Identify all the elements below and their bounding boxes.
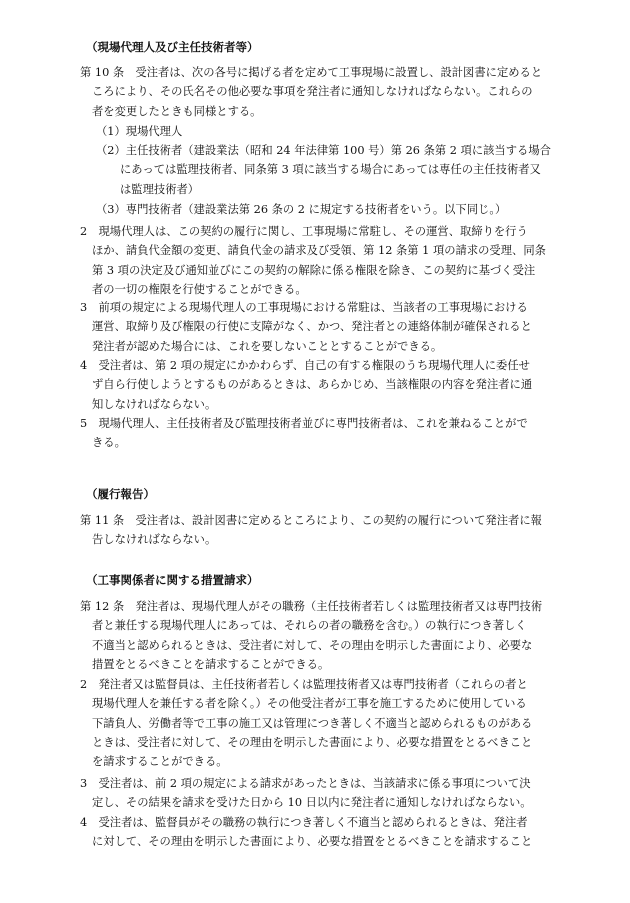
text-line: 知しなければならない。 (92, 397, 217, 411)
text-line: にあっては監理技術者、同条第 3 項に該当する場合にあっては専任の主任技術者又 (120, 163, 541, 177)
text-line: 下請負人、労働者等で工事の施工又は管理につき著しく不適当と認められるものがある (92, 716, 533, 730)
text-line: 者と兼任する現場代理人にあっては、それらの者の職務を含む。）の執行につき著しく (92, 619, 527, 633)
text-line: （2）主任技術者（建設業法（昭和 24 年法律第 100 号）第 26 条第 2 項に該当する場合 (96, 144, 551, 157)
article-12-paragraph (80, 597, 560, 674)
text-line: 4 受注者は、第 2 項の規定にかかわらず、自己の有する権限のうち現場代理人に委任せ (80, 359, 530, 372)
text-line: ときは、受注者に対して、その理由を明示した書面により、必要な措置をとるべきこと (92, 735, 533, 749)
article-10-paragraph (80, 63, 560, 121)
text-line: 4 受注者は、監督員がその職務の執行につき著しく不適当と認められるときは、発注者 (80, 816, 528, 829)
text-line: 2 現場代理人は、この契約の履行に関し、工事現場に常駐し、その運営、取締りを行う (80, 225, 528, 238)
text-line: 者の一切の権限を行使することができる。 (92, 282, 307, 296)
text-line: に対して、その理由を明示した書面により、必要な措置をとるべきことを請求すること (92, 835, 533, 849)
paragraph-5 (80, 414, 560, 453)
text-line: 現場代理人を兼任する者を除く。）その他受注者が工事を施工するために使用している (92, 697, 527, 711)
paragraph-3 (80, 298, 560, 356)
text-line: （1）現場代理人 (96, 125, 183, 138)
text-line: ころにより、その氏名その他必要な事項を発注者に通知しなければならない。これらの (92, 85, 533, 99)
text-line: を請求することができる。 (92, 755, 228, 769)
paragraph-12-3 (80, 774, 560, 813)
text-line: ほか、請負代金額の変更、請負代金の請求及び受領、第 12 条第 1 項の請求の受理、同条 (92, 244, 546, 258)
text-line: 者を変更したときも同様とする。 (92, 104, 262, 118)
text-line: 第 10 条 受注者は、次の各号に掲げる者を定めて工事現場に設置し、設計図書に定めると (80, 66, 543, 79)
item-1 (80, 122, 560, 141)
text-line: 第 3 項の決定及び通知並びにこの契約の解除に係る権限を除き、この契約に基づく受注 (92, 263, 536, 277)
item-2 (80, 141, 560, 199)
paragraph-2 (80, 222, 560, 299)
text-line: 3 前項の規定による現場代理人の工事現場における常駐は、当該者の工事現場における (80, 301, 528, 314)
text-line: 3 受注者は、前 2 項の規定による請求があったときは、当該請求に係る事項について決 (80, 777, 531, 790)
section-heading: （履行報告） (86, 487, 155, 501)
text-line: 告しなければならない。 (92, 533, 217, 547)
paragraph-12-2 (80, 675, 560, 771)
text-line: 第 11 条 受注者は、設計図書に定めるところにより、この契約の履行について発注者に報 (80, 514, 542, 527)
text-line: 措置をとるべきことを請求することができる。 (92, 657, 330, 671)
text-line: 5 現場代理人、主任技術者及び監理技術者並びに専門技術者は、これを兼ねることがで (80, 417, 528, 430)
text-line: 不適当と認められるときは、受注者に対して、その理由を明示した書面により、必要な (92, 638, 533, 652)
text-line: 第 12 条 発注者は、現場代理人がその職務（主任技術者若しくは監理技術者又は専門技術 (80, 600, 543, 613)
text-line: は監理技術者） (120, 182, 200, 196)
text-line: ず自ら行使しようとするものがあるときは、あらかじめ、当該権限の内容を発注者に通 (92, 378, 533, 392)
text-line: 定し、その結果を請求を受けた日から 10 日以内に発注者に通知しなければならない。 (92, 796, 532, 810)
text-line: きる。 (92, 436, 126, 450)
article-11-paragraph (80, 511, 560, 550)
paragraph-4 (80, 356, 560, 414)
section-heading: （工事関係者に関する措置請求） (86, 573, 259, 587)
text-line: （3）専門技術者（建設業法第 26 条の 2 に規定する技術者をいう。以下同じ。） (96, 203, 507, 216)
paragraph-12-4 (80, 813, 560, 852)
text-line: 発注者が認めた場合には、これを要しないこととすることができる。 (92, 339, 443, 353)
text-line: 2 発注者又は監督員は、主任技術者若しくは監理技術者又は専門技術者（これらの者と (80, 678, 528, 691)
text-line: 運営、取締り及び権限の行使に支障がなく、かつ、発注者との連絡体制が確保されると (92, 320, 532, 334)
item-3 (80, 200, 560, 219)
section-heading: （現場代理人及び主任技術者等） (86, 40, 259, 54)
